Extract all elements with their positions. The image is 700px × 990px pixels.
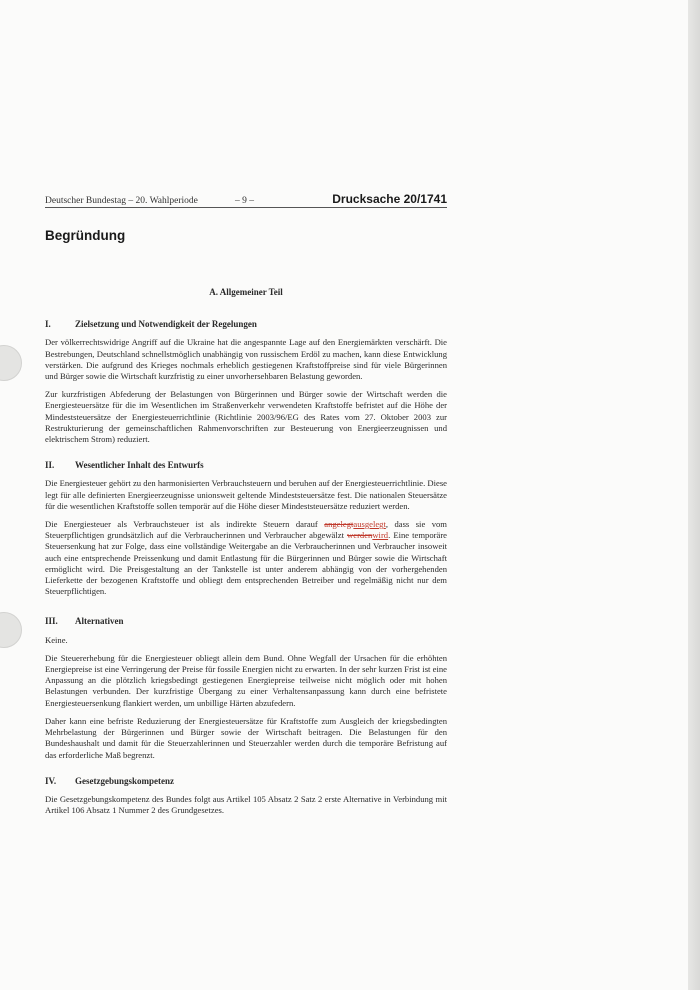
paragraph: Keine. [45, 634, 68, 645]
section-title: Gesetzgebungskompetenz [75, 775, 174, 786]
document-body [45, 287, 447, 823]
section-title: Zielsetzung und Notwendigkeit der Regelungen [75, 319, 257, 330]
text-run: , dass sie vom Steuerpflichtigen grundsätzlich auf die Verbraucherinnen und Verbraucher abgewälzt [45, 519, 447, 541]
paragraph: Der völkerrechtswidrige Angriff auf die Ukraine hat die angespannte Lage auf den Energiemärkten verschärft. Die Bestrebungen, Deutschland schnellstmöglich unabhängig von russischem Erdöl zu machen, kann diese Entwicklung verstärken. Die aufgrund des Krieges nochmals erheblich gestiegenen Kraftstoffpreise sind für viele Bürgerinnen und Bürger sowie die Wirtschaft kurzfristig zu einer unvorhersehbaren Belastung geworden. [45, 337, 447, 382]
inserted-text: ausgelegt [353, 519, 386, 530]
page-title: Begründung [45, 228, 126, 243]
deleted-text: angelegt [324, 519, 354, 530]
header-parliament: Deutscher Bundestag – 20. Wahlperiode [45, 196, 198, 206]
paragraph: Die Gesetzgebungskompetenz des Bundes folgt aus Artikel 105 Absatz 2 Satz 2 erste Alternative in Verbindung mit Artikel 106 Absatz 1 Nummer 2 des Grundgesetzes. [45, 793, 447, 816]
header-rule [45, 207, 447, 208]
text-run: . Eine temporäre Steuersenkung hat zur Folge, dass eine vollständige Weitergabe an die Verbraucherinnen und Verbraucher insoweit auch eine entsprechende Preissenkung und damit Entlastung für die Bürgerinnen und Bürger sowie die Wirtschaft ermöglicht wird. Die Preisgestaltung an der Tankstelle ist unter anderem abhängig von der vorhergehenden Lieferkette der bezogenen Kraftstoffe und obliegt dem entsprechenden Betreiber und regelmäßig nicht nur dem Steuerpflichtigen. [45, 530, 447, 597]
section-number: II. [45, 460, 55, 471]
paragraph: Die Steuererhebung für die Energiesteuer obliegt allein dem Bund. Ohne Wegfall der Ursachen für die erhöhten Energiepreise ist eine Verringerung der Preise für fossile Energien nicht zu erwarten. In der sehr kurzen Frist ist eine Anpassung an die plötzlich kriegsbedingt gestiegenen Energiepreise teilweise nicht möglich oder mit hohen Belastungen verbunden. Der kurzfristige Übergang zu einer Verhaltensanpassung kann durch eine befristete Energiesteuersenkung flankiert werden, um unbillige Härten abzufedern. [45, 652, 447, 708]
page-header [45, 192, 447, 208]
paragraph: Zur kurzfristigen Abfederung der Belastungen von Bürgerinnen und Bürger sowie der Wirtschaft werden die Energiesteuersätze für die im Wesentlichen im Straßenverkehr verwendeten Kraftstoffe befristet auf die Höhe der Mindeststeuersätze der Energiesteuerrichtlinie (Richtlinie 2003/96/EG des Rates vom 27. Oktober 2003 zur Restrukturierung der gemeinschaftlichen Rahmenvorschriften zur Besteuerung von Energieerzeugnissen und elektrischem Strom) reduziert. [45, 389, 447, 445]
section-title: Alternativen [75, 616, 124, 627]
section-heading [45, 319, 447, 330]
punch-hole [0, 612, 22, 648]
paragraph: Daher kann eine befriste Reduzierung der Energiesteuersätze für Kraftstoffe zum Ausgleich der kriegsbedingten Mehrbelastung der Bürgerinnen und Bürger sowie der Wirtschaft beitragen. Die Belastungen für den Bundeshaushalt und damit für die Steuerzahlerinnen und Steuerzahler werden durch die temporäre Befristung auf das erforderliche Maß begrenzt. [45, 715, 447, 760]
section-heading [45, 616, 447, 627]
paragraph-tracked-changes [45, 519, 447, 597]
header-page-number: – 9 – [235, 196, 254, 206]
section-number: I. [45, 319, 51, 330]
inserted-text: wird [372, 530, 389, 541]
section-number: III. [45, 616, 58, 627]
header-doc-ref: Drucksache 20/1741 [332, 192, 447, 206]
part-title: A. Allgemeiner Teil [209, 287, 283, 297]
punch-hole [0, 345, 22, 381]
deleted-text: werden [347, 530, 373, 541]
section-title: Wesentlicher Inhalt des Entwurfs [75, 460, 204, 471]
section-heading [45, 776, 447, 787]
text-run: Die Energiesteuer als Verbrauchsteuer ist als indirekte Steuern darauf [45, 519, 325, 530]
paragraph: Die Energiesteuer gehört zu den harmonisierten Verbrauchsteuern und beruhen auf der Energiesteuerrichtlinie. Diese legt für alle definierten Energieerzeugnisse unionsweit geltende Mindeststeuersätze fest. Die nationalen Steuersätze für die wesentlichen Kraftstoffe sollen temporär auf die Höhe dieser Mindeststeuersätze reduziert werden. [45, 478, 447, 511]
section-number: IV. [45, 775, 57, 786]
page-edge [688, 0, 700, 990]
section-heading [45, 460, 447, 471]
